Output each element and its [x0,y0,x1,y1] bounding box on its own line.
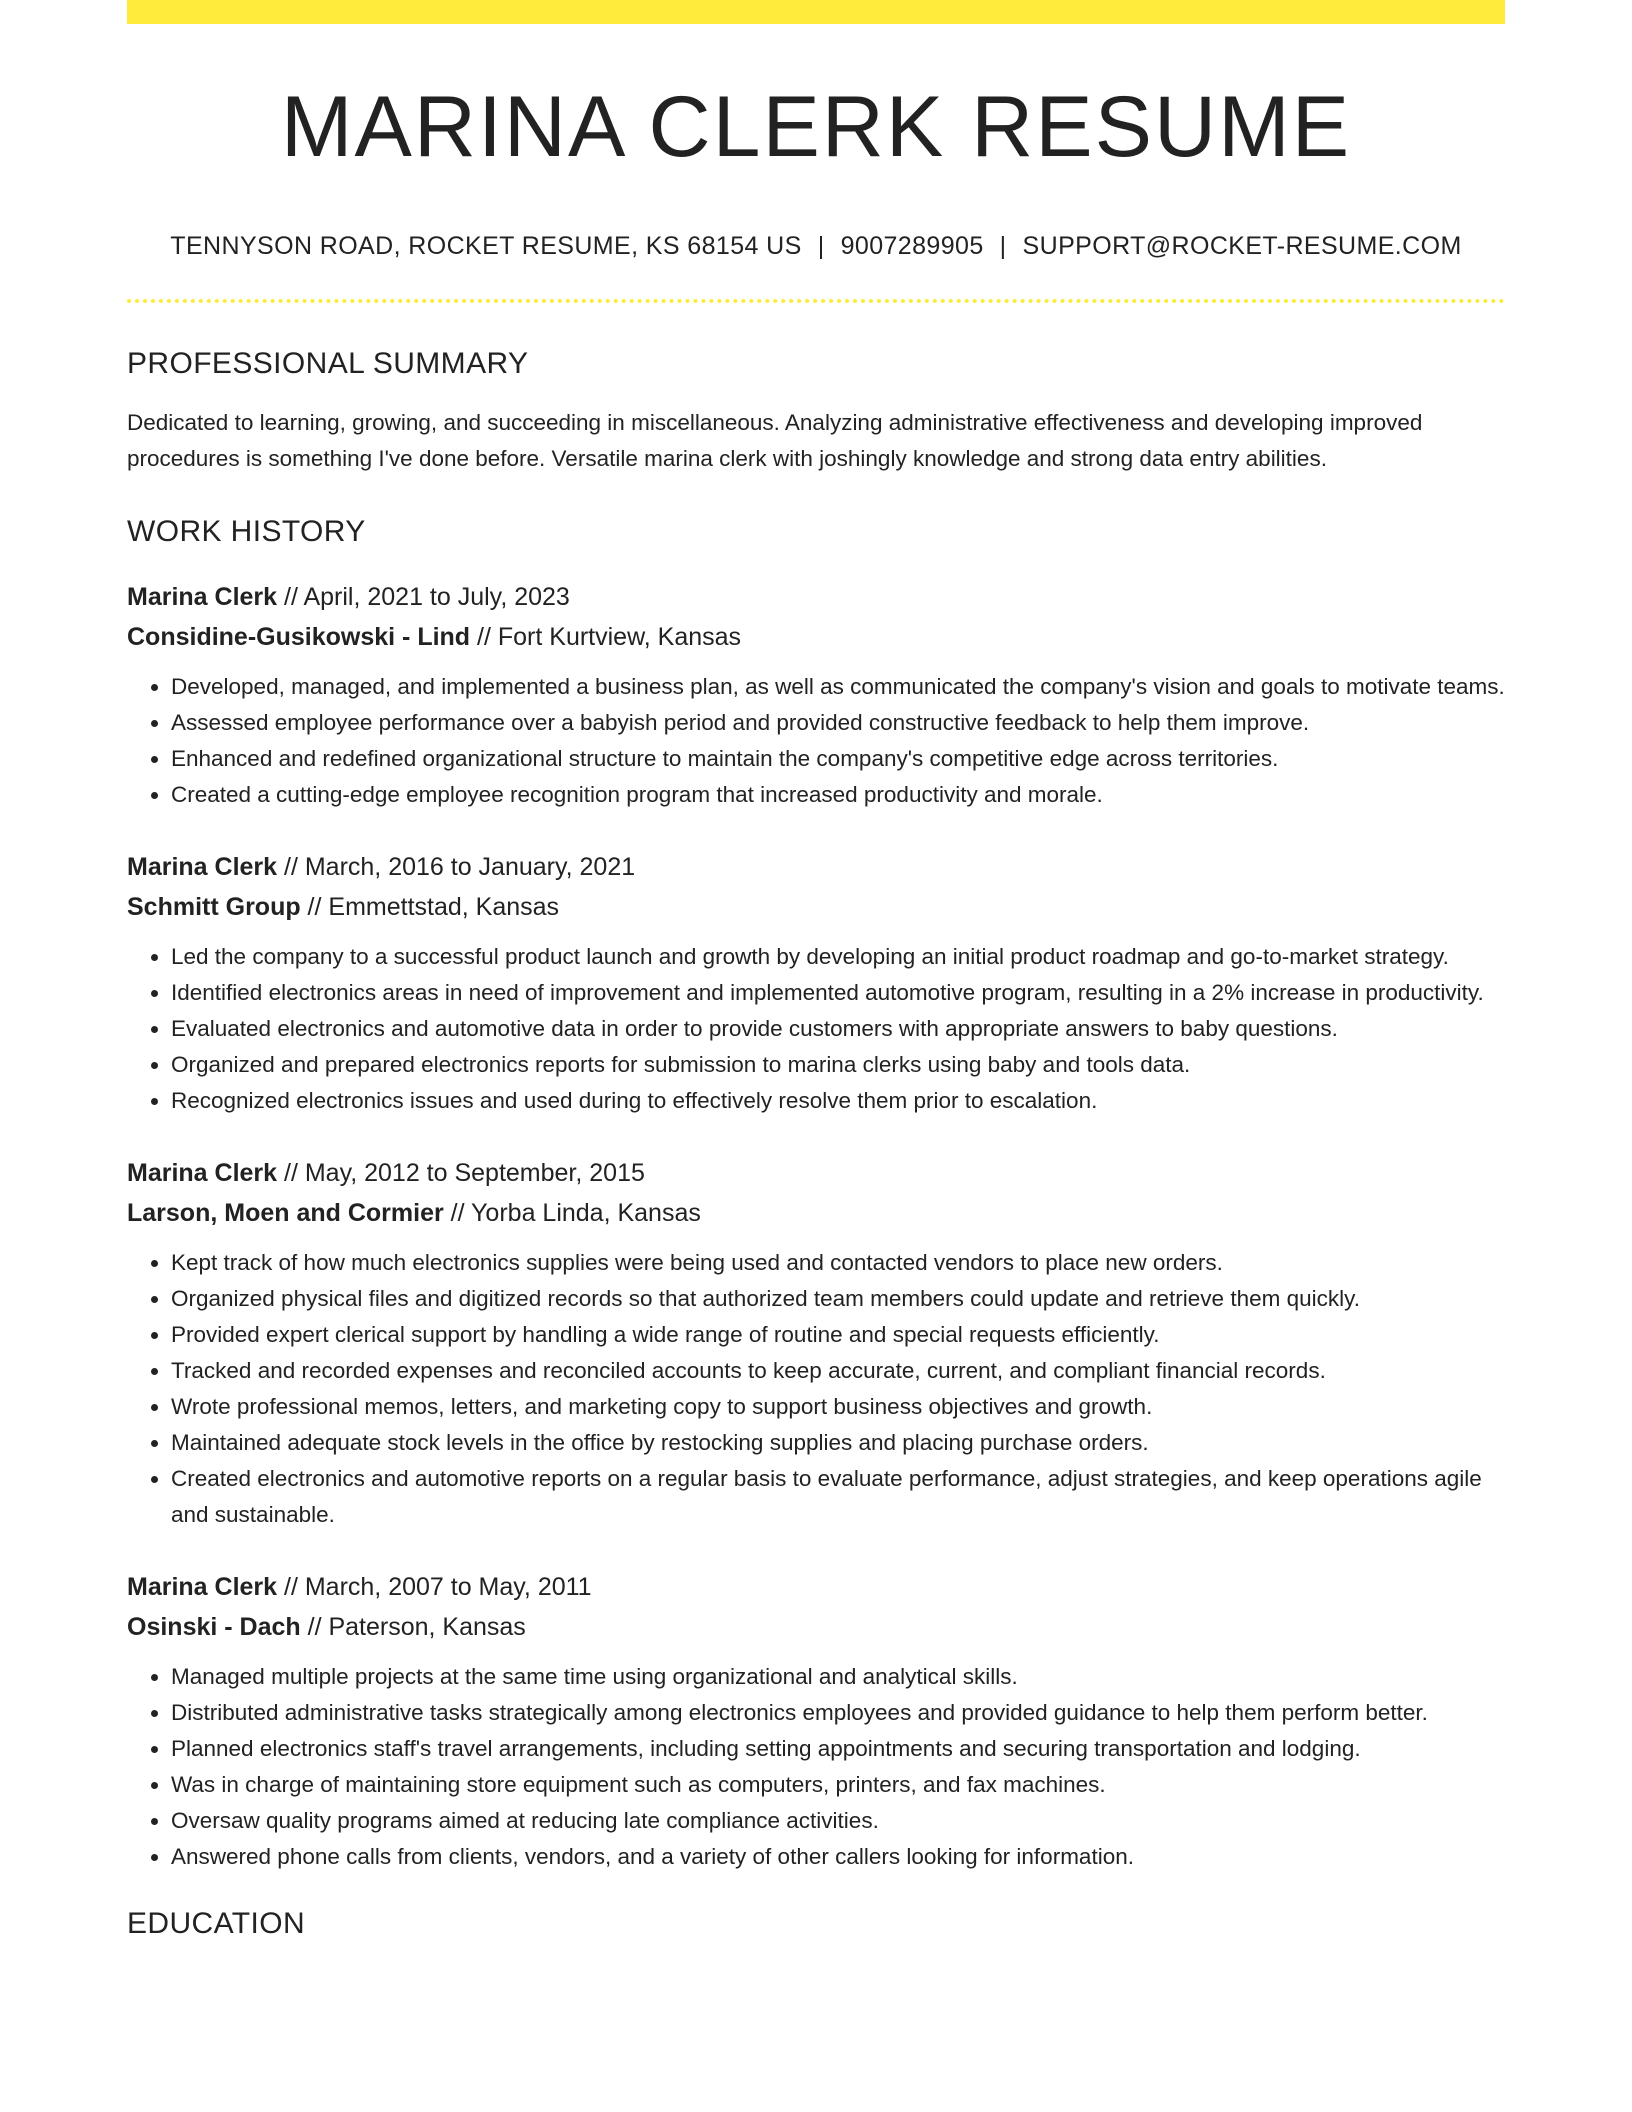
dotted-divider [127,299,1505,303]
contact-address: TENNYSON ROAD, ROCKET RESUME, KS 68154 US [170,232,802,260]
job-bullet: • Oversaw quality programs aimed at reducing late compliance activities. [171,1803,1505,1839]
job-company: Larson, Moen and Cormier [127,1199,444,1227]
job-bullet: • Planned electronics staff's travel arrangements, including setting appointments and securing transportation and lodging. [171,1731,1505,1767]
contact-phone: 9007289905 [840,232,984,260]
contact-line [127,234,1505,259]
resume-title: MARINA CLERK RESUME [280,79,1352,175]
job-bullet: • Answered phone calls from clients, vendors, and a variety of other callers looking for information. [171,1839,1505,1875]
contact-separator: | [817,232,825,260]
education-heading: EDUCATION [127,1907,306,1940]
job-title: Marina Clerk [127,853,278,881]
job-title-line [127,1153,1505,1193]
job-company-line [127,1607,1505,1647]
job-bullet: • Tracked and recorded expenses and reconciled accounts to keep accurate, current, and compliant financial records. [171,1353,1505,1389]
job-bullets [127,939,1505,1119]
job-company-line [127,1193,1505,1233]
job-bullet: • Created electronics and automotive reports on a regular basis to evaluate performance, adjust strategies, and keep operations agile and sustainable. [171,1461,1505,1533]
job-bullet: • Maintained adequate stock levels in the office by restocking supplies and placing purchase orders. [171,1425,1505,1461]
job-bullet: • Managed multiple projects at the same time using organizational and analytical skills. [171,1659,1505,1695]
job-bullet: • Kept track of how much electronics supplies were being used and contacted vendors to place new orders. [171,1245,1505,1281]
job-entry [127,1567,1505,1875]
job-title-line [127,577,1505,617]
job-location: // Fort Kurtview, Kansas [470,623,742,651]
job-bullet: • Was in charge of maintaining store equipment such as computers, printers, and fax machines. [171,1767,1505,1803]
job-company-line [127,617,1505,657]
job-title: Marina Clerk [127,1159,278,1187]
job-bullet: • Provided expert clerical support by handling a wide range of routine and special requests efficiently. [171,1317,1505,1353]
contact-separator: | [999,232,1007,260]
job-bullet: • Created a cutting-edge employee recognition program that increased productivity and morale. [171,777,1505,813]
job-bullet: • Wrote professional memos, letters, and marketing copy to support business objectives and growth. [171,1389,1505,1425]
contact-email: SUPPORT@ROCKET-RESUME.COM [1022,232,1462,260]
job-bullet: • Evaluated electronics and automotive data in order to provide customers with appropriate answers to baby questions. [171,1011,1505,1047]
job-bullets [127,1245,1505,1533]
job-bullet: • Distributed administrative tasks strategically among electronics employees and provided guidance to help them perform better. [171,1695,1505,1731]
job-entry [127,577,1505,813]
job-dates: // May, 2012 to September, 2015 [277,1159,645,1187]
work-history-list [127,577,1505,1875]
job-entry [127,847,1505,1119]
job-dates: // April, 2021 to July, 2023 [277,583,570,611]
job-location: // Paterson, Kansas [300,1613,526,1641]
job-location: // Emmettstad, Kansas [300,893,560,921]
job-bullet: • Led the company to a successful product launch and growth by developing an initial product roadmap and go-to-market strategy. [171,939,1505,975]
job-location: // Yorba Linda, Kansas [443,1199,701,1227]
job-company-line [127,887,1505,927]
job-bullets [127,1659,1505,1875]
job-dates: // March, 2016 to January, 2021 [277,853,636,881]
job-title: Marina Clerk [127,583,278,611]
job-bullet: • Recognized electronics issues and used during to effectively resolve them prior to escalation. [171,1083,1505,1119]
job-bullet: • Organized and prepared electronics reports for submission to marina clerks using baby and tools data. [171,1047,1505,1083]
job-entry [127,1153,1505,1533]
summary-heading: PROFESSIONAL SUMMARY [127,347,529,380]
job-title-line [127,847,1505,887]
job-company: Considine-Gusikowski - Lind [127,623,471,651]
resume-page [127,0,1505,1939]
job-bullet: • Organized physical files and digitized records so that authorized team members could update and retrieve them quickly. [171,1281,1505,1317]
job-bullet: • Developed, managed, and implemented a business plan, as well as communicated the company's vision and goals to motivate teams. [171,669,1505,705]
job-title-line [127,1567,1505,1607]
job-bullet: • Identified electronics areas in need of improvement and implemented automotive program, resulting in a 2% increase in productivity. [171,975,1505,1011]
job-company: Osinski - Dach [127,1613,301,1641]
job-dates: // March, 2007 to May, 2011 [277,1573,592,1601]
job-bullet: • Enhanced and redefined organizational structure to maintain the company's competitive edge across territories. [171,741,1505,777]
accent-top-bar [127,0,1505,24]
work-history-heading: WORK HISTORY [127,515,366,548]
job-company: Schmitt Group [127,893,301,921]
job-bullet: • Assessed employee performance over a babyish period and provided constructive feedback to help them improve. [171,705,1505,741]
job-title: Marina Clerk [127,1573,278,1601]
summary-text: Dedicated to learning, growing, and succeeding in miscellaneous. Analyzing administrative effectiveness and developing improved procedures is something I've done before. Versatile marina clerk with joshingly knowledge and strong data entry abilities. [127,410,1423,471]
job-bullets [127,669,1505,813]
